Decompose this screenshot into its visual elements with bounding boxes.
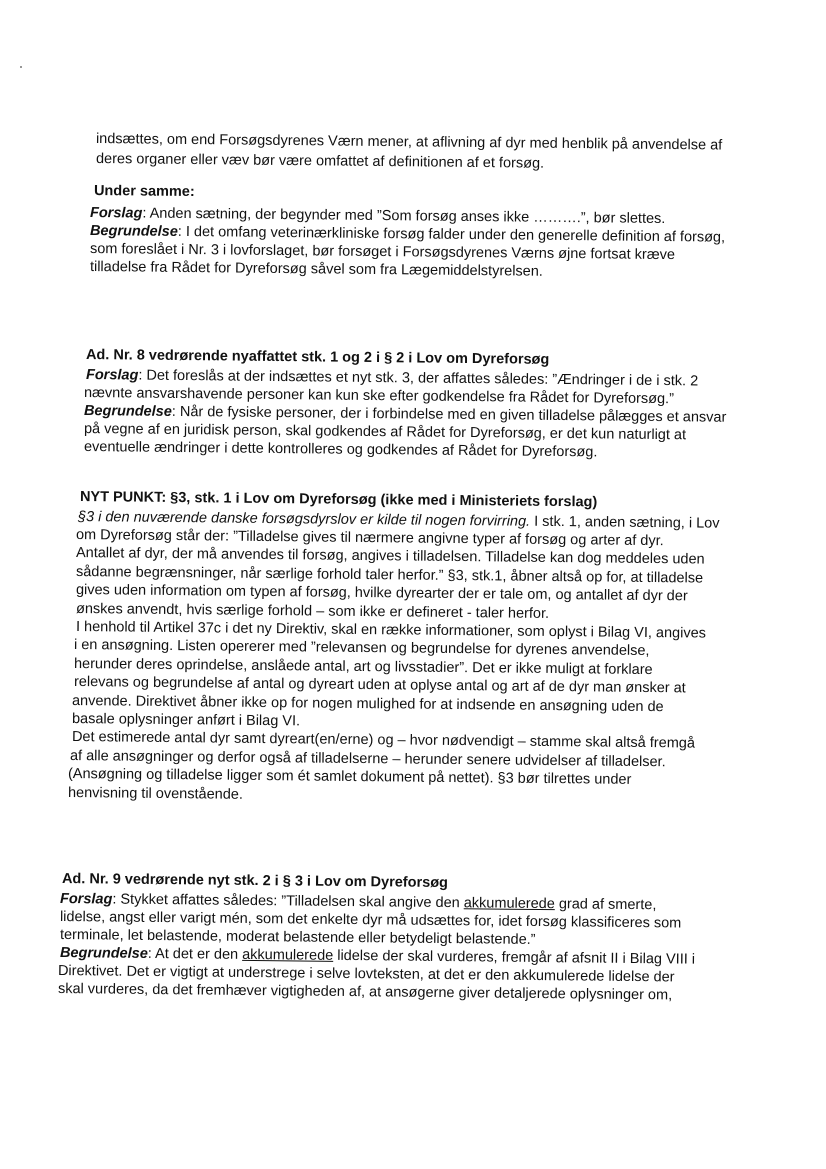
heading-text: Ad. Nr. 8 vedrørende nyaffattet stk. 1 og 2 i § 2 i Lov om Dyreforsøg bbox=[85, 347, 550, 368]
underlined-term: akkumulerede bbox=[463, 895, 555, 913]
text-span: Direktivet. Det er vigtigt at understrege i selve lovteksten, at det er den akkumulerede lidelse der bbox=[57, 963, 675, 986]
text-span: : I det omfang veterinærkliniske forsøg falder under den generelle definition af forsøg, bbox=[177, 223, 726, 246]
text-line bbox=[90, 258, 543, 281]
text-span: (Ansøgning og tilladelse ligger som ét samlet dokument på nettet). §3 bør tilrettes under bbox=[67, 766, 632, 789]
text-span: om Dyreforsøg står der: ”Tilladelse gives til nærmere angivne typer af forsøg og arter af dyr. bbox=[75, 527, 664, 550]
text-span: ønskes anvendt, hvis særlige forhold – som ikke er defineret - taler herfor. bbox=[75, 600, 550, 622]
text-span: gives uden information om typen af forsøg, hvilke dyrearter der er tale om, og antallet af dyr der bbox=[75, 582, 688, 605]
text-span: deres organer eller væv bør være omfattet af definitionen af et forsøg. bbox=[95, 151, 545, 172]
text-span: anvende. Direktivet åbner ikke op for nogen mulighed for at indsende en ansøgning uden de bbox=[71, 692, 664, 715]
text-span: Antallet af dyr, der må anvendes til forsøg, angives i tilladelsen. Tilladelse kan dog meddeles uden bbox=[75, 545, 705, 568]
text-line bbox=[68, 784, 243, 804]
underlined-term: akkumulerede bbox=[242, 946, 334, 964]
heading-text: NYT PUNKT: §3, stk. 1 i Lov om Dyreforsøg (ikke med i Ministeriets forslag) bbox=[79, 489, 598, 511]
begrundelse-label: Begrundelse bbox=[59, 945, 148, 962]
text-span: i en ansøgning. Listen opererer med ”relevansen og begrundelse for dyrenes anvendelse, bbox=[73, 637, 650, 660]
text-span: henvisning til ovenstående. bbox=[67, 784, 244, 803]
text-span: lidelse der skal vurderes, fremgår af afsnit II i Bilag VIII i bbox=[333, 947, 696, 968]
italic-intro: §3 i den nuværende danske forsøgsdyrslov er kilde til nogen forvirring. bbox=[77, 509, 531, 530]
text-line bbox=[72, 710, 300, 730]
text-span: lidelse, angst eller varigt mén, som det enkelte dyr må udsættes for, idet forsøg klassificeres som bbox=[59, 909, 682, 932]
text-span: Det estimerede antal dyr samt dyreart(en/erne) og – hvor nødvendigt – stamme skal altså fremgå bbox=[71, 729, 696, 752]
text-span: I stk. 1, anden sætning, i Lov bbox=[530, 513, 720, 532]
heading-text: Ad. Nr. 9 vedrørende nyt stk. 2 i § 3 i Lov om Dyreforsøg bbox=[61, 871, 449, 892]
forslag-label: Forslag bbox=[85, 367, 139, 384]
text-span: af alle ansøgninger og derfor også af tilladelserne – herunder senere udvidelser af tilladelser. bbox=[69, 747, 666, 771]
forslag-label: Forslag bbox=[59, 891, 113, 908]
text-span: : Det foreslås at der indsættes et nyt stk. 3, der affattes således: ”Ændringer i de i stk. 2 bbox=[138, 367, 699, 390]
text-span: relevans og begrundelse af antal og dyreart uden at oplyse antal og art af de dyr man ønsker at bbox=[73, 674, 686, 697]
text-span: grad af smerte, bbox=[554, 896, 657, 914]
text-span: : At det er den bbox=[147, 945, 243, 963]
text-line bbox=[96, 150, 544, 173]
text-span: : Stykket affattes således: ”Tilladelsen skal angive den bbox=[112, 891, 464, 912]
text-span: : Når de fysiske personer, der i forbindelse med en given tilladelse pålægges et ansvar bbox=[171, 403, 727, 426]
text-span: sådanne begrænsninger, når særlige forhold taler herfor.” §3, stk.1, åbner altså op for, at tilladelse bbox=[75, 563, 704, 587]
text-span: som foreslået i Nr. 3 i lovforslaget, bør forsøget i Forsøgsdyrenes Værns øjne fortsat kræve bbox=[89, 241, 676, 264]
text-span: I henhold til Artikel 37c i det ny Direktiv, skal en række informationer, som oplyst i Bilag VI, angives bbox=[75, 619, 707, 642]
text-span: terminale, let belastende, moderat belastende eller betydeligt belastende.” bbox=[59, 927, 536, 948]
section-heading bbox=[94, 182, 195, 201]
heading-text: Under samme: bbox=[93, 183, 195, 201]
text-span: på vegne af en juridisk person, skal godkendes af Rådet for Dyreforsøg, er det kun naturligt at bbox=[83, 421, 687, 444]
text-span: herunder deres oprindelse, anslåede antal, art og livsstadier”. Det er ikke muligt at forklare bbox=[73, 655, 653, 678]
forslag-label: Forslag bbox=[89, 205, 143, 222]
section-heading bbox=[86, 346, 549, 369]
begrundelse-label: Begrundelse bbox=[83, 403, 172, 420]
begrundelse-label: Begrundelse bbox=[89, 223, 178, 240]
text-span: basale oplysninger anført i Bilag VI. bbox=[71, 711, 301, 730]
text-span: tilladelse fra Rådet for Dyreforsøg såvel som fra Lægemiddelstyrelsen. bbox=[89, 259, 543, 280]
text-span: nævnte ansvarshavende personer kan kun ske efter godkendelse fra Rådet for Dyreforsøg.” bbox=[83, 385, 675, 408]
text-span: skal vurderes, da det fremhæver vigtigheden af, at ansøgerne giver detaljerede oplysninger om, bbox=[57, 981, 673, 1004]
scan-speck bbox=[20, 66, 22, 68]
section-heading bbox=[62, 870, 448, 892]
text-span: eventuelle ændringer i dette kontrolleres og godkendes af Rådet for Dyreforsøg. bbox=[83, 439, 598, 461]
text-span: indsættes, om end Forsøgsdyrenes Værn mener, at aflivning af dyr med henblik på anvendelse af bbox=[95, 131, 723, 154]
text-span: : Anden sætning, der begynder med ”Som forsøg anses ikke ……….”, bør slettes. bbox=[142, 205, 666, 228]
